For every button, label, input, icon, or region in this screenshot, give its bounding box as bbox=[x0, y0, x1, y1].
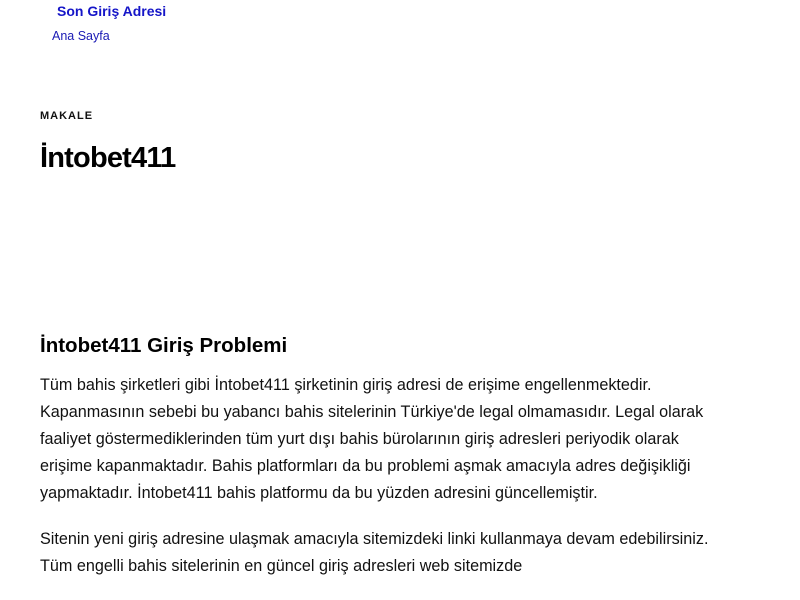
page-title: İntobet411 bbox=[40, 142, 176, 174]
site-title-link[interactable]: Son Giriş Adresi bbox=[57, 3, 167, 19]
section-heading: İntobet411 Giriş Problemi bbox=[40, 334, 288, 357]
site-header bbox=[0, 0, 800, 60]
nav-link-home[interactable]: Ana Sayfa bbox=[52, 29, 110, 43]
paragraph: Sitenin yeni giriş adresine ulaşmak amacıyla sitemizdeki linki kullanmaya devam edebilirsiniz. Tüm engelli bahis sitelerinin en güncel giriş adresleri web sitemizde bbox=[40, 530, 709, 575]
paragraph: Tüm bahis şirketleri gibi İntobet411 şirketinin giriş adresi de erişime engellenmektedir. Kapanmasının sebebi bu yabancı bahis sitelerinin Türkiye'de legal olmamasıdır. Legal olarak faaliyet göstermediklerinden tüm yurt dışı bahis bürolarının giriş adresleri periyodik olarak erişime kapanmaktadır. Bahis platformları da bu problemi aşmak amacıyla adres değişikliği yapmaktadır. İntobet411 bahis platformu da bu yüzden adresini güncellemiştir. bbox=[40, 376, 704, 502]
category-label[interactable]: MAKALE bbox=[40, 110, 94, 122]
article-content bbox=[40, 332, 730, 599]
